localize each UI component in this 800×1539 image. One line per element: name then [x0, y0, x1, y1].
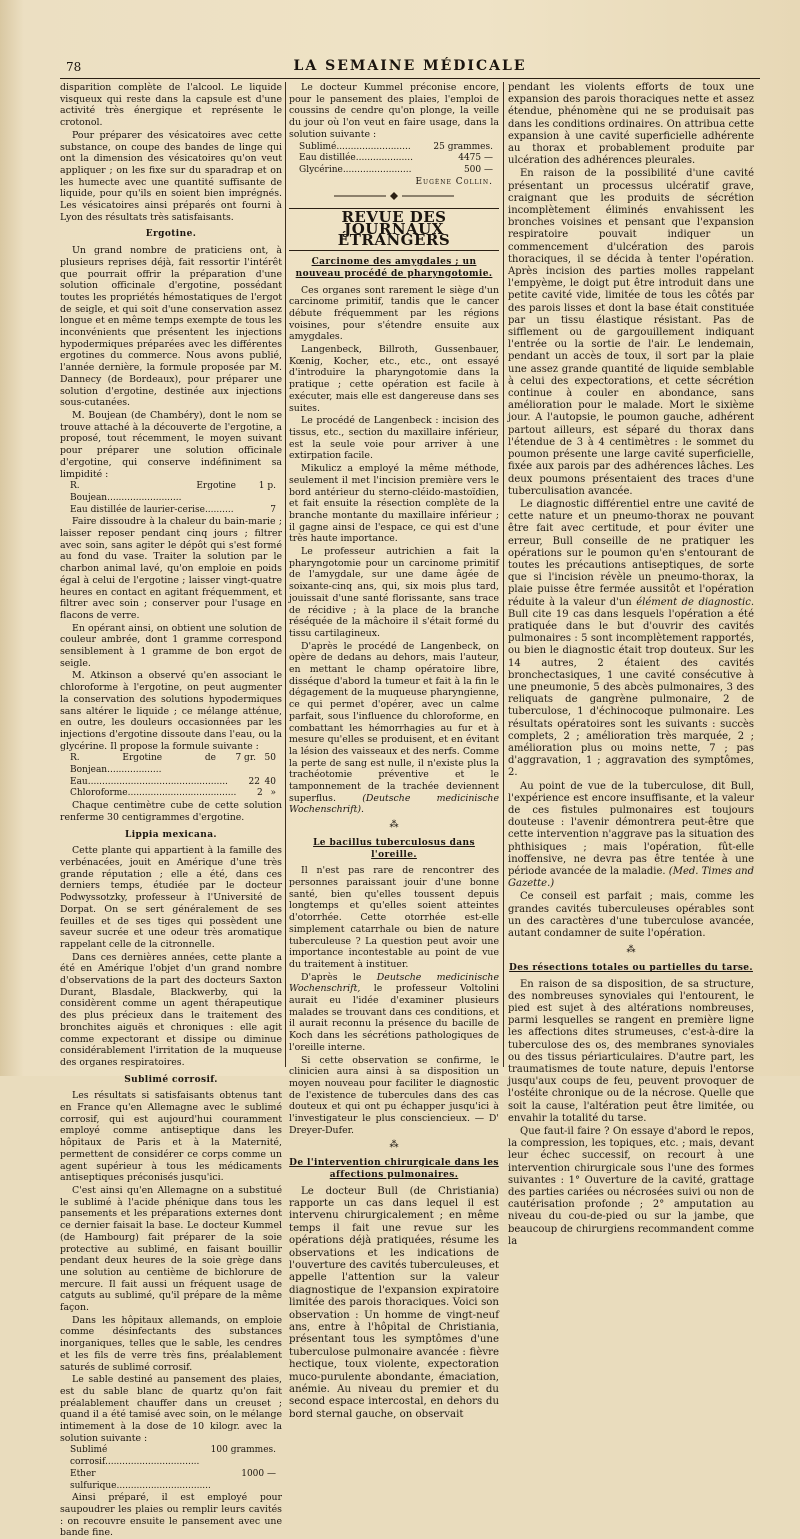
paragraph: C'est ainsi qu'en Allemagne on a substitué le sublimé à l'acide phénique dans tous les pansements et les préparations externes dont ce dernier faisait la base. Le docteur Kummel (de Hambourg) fait préparer de la soie protective au sublimé, en faisant bouillir pendant deux heures de la soie grège dans une solution au centième de bichlorure de mercure. Il fait aussi un fréquent usage de catguts au sublimé, qu'il prépare de la même façon.	[60, 1184, 282, 1314]
ornament-rule-icon	[334, 192, 454, 200]
formula-line: Sublimé.......................... 25 grammes.	[299, 141, 493, 152]
paragraph: Pour préparer des vésicatoires avec cette substance, on coupe des bandes de linge qui ont la dimension des vésicatoires qu'on veut appliquer ; on les fixe sur du sparadrap et on les humecte avec une quantité suffisante de liquide, pour qu'ils en soient bien imprégnés. Les vésicatoires ainsi préparés ont fourni à Lyon des résultats très satisfaisants.	[60, 129, 282, 223]
paragraph: Les résultats si satisfaisants obtenus tant en France qu'en Allemagne avec le sublimé corrosif, qui est aujourd'hui couramment employé comme antiseptique dans les hôpitaux de Paris et à la Maternité, permettent de considérer ce corps comme un agent supérieur à tous les médicaments antiseptiques préconisés jusqu'ici.	[60, 1090, 282, 1184]
article-heading-bacillus: Le bacillus tuberculosus dans l'oreille.	[313, 837, 475, 860]
asterism-icon: ⁂	[626, 945, 636, 956]
header-rule	[60, 78, 760, 79]
formula-line: Eau distillée.................... 4475 —	[299, 153, 493, 164]
column-divider-1	[285, 82, 286, 1067]
paragraph: Ainsi préparé, il est employé pour saupoudrer les plaies ou remplir leurs cavités : on recouvre ensuite le pansement avec une bande fine.	[60, 1492, 282, 1539]
paragraph: Il n'est pas rare de rencontrer des personnes paraissant jouir d'une bonne santé, bien qu'elles toussent depuis longtemps et qu'elles soient atteintes d'otorrhée. Cette otorrhée est-elle simplement catarrhale ou bien de nature tuberculeuse ? La question peut avoir une importance incontestable au point de vue du traitement à instituer.	[289, 865, 499, 970]
formula-line: Ether sulfurique................................. 1000 —	[70, 1468, 276, 1491]
paragraph: Que faut-il faire ? On essaye d'abord le repos, la compression, les topiques, etc. ; mais, devant leur échec successif, on recourt à une intervention chirurgicale sous l'une des formes suivantes : 1° Ouverture de la cavité, grattage des parties cariées ou nécrosées suivi ou non de cautérisation profonde ; 2° amputation au niveau du cou-de-pied ou sur la jambe, que beaucoup de chirurgiens recommandent comme la	[508, 1126, 754, 1247]
article-heading-resections: Des résections totales ou partielles du tarse.	[509, 963, 753, 974]
paragraph: Ce conseil est parfait ; mais, comme les grandes cavités tuberculeuses opérables sont un des caractères d'une tuberculose avancée, autant condamner de suite l'opération.	[508, 891, 754, 940]
paragraph: En opérant ainsi, on obtient une solution de couleur ambrée, dont 1 gramme correspond sensiblement à 1 gramme de bon ergot de seigle.	[60, 622, 282, 669]
paragraph: Faire dissoudre à la chaleur du bain-marie ; laisser reposer pendant cinq jours ; filtrer avec soin, sans agiter le dépôt qui s'est formé au fond du vase. Traiter la solution par le charbon animal lavé, qu'on emploie en poids égal à celui de l'ergotine ; laisser vingt-quatre heures en contact en agitant fréquemment, et filtrer avec soin ; conserver pour l'usage en flacons de verre.	[60, 516, 282, 621]
column-divider-2	[503, 82, 504, 1067]
formula-line: Eau................................................. 22 40	[70, 776, 276, 787]
paragraph: En raison de sa disposition, de sa structure, des nombreuses synoviales qui l'entourent, le pied est sujet à des altérations nombreuses, parmi lesquelles se rangent en première ligne les affections dites strumeuses, c'est-à-dire la tuberculose des os, des membranes synoviales ou des tissus périarticulaires. D'autre part, les traumatismes de toute nature, depuis l'entorse jusqu'aux coups de feu, peuvent provoquer de l'ostéite chronique ou de la nécrose. Quelle que soit la cause, l'altération peut être limitée, ou envahir la totalité du tarse.	[508, 978, 754, 1124]
formula-line: R. Ergotine Boujean.......................... 1 p.	[70, 481, 276, 503]
paragraph: Si cette observation se confirme, le clinicien aura ainsi à sa disposition un moyen nouveau pour faciliter le diagnostic de l'existence de tubercules dans des cas douteux et qui ont pu échapper jusqu'ici à l'investigateur le plus consciencieux. — D' Dreyer-Dufer.	[289, 1054, 499, 1136]
paragraph: Le sable destiné au pansement des plaies, est du sable blanc de quartz qu'on fait préalablement chauffer dans un creuset ; quand il a été tamisé avec soin, on le mélange intimement à la dose de 10 kilogr. avec la solution suivante :	[60, 1374, 282, 1444]
page-header	[60, 58, 760, 80]
source-citation: (Med. Times and Gazette.)	[508, 866, 755, 890]
formula-line: Glycérine........................ 500 —	[299, 164, 493, 175]
paragraph: Ces organes sont rarement le siège d'un carcinome primitif, tandis que le cancer débute fréquemment par les régions voisines, pour s'étendre ensuite aux amygdales.	[289, 284, 499, 343]
section-heading-sublime: Sublimé corrosif.	[124, 1074, 218, 1085]
source-citation: Deutsche medicinische Wochenschrift,	[289, 971, 499, 995]
article-heading-intervention: De l'intervention chirurgicale dans les affections pulmonaires.	[289, 1158, 499, 1180]
formula-line: R. Ergotine de Bonjean................... 7 gr. 50	[70, 753, 276, 776]
paragraph: Un grand nombre de praticiens ont, à plusieurs reprises déjà, fait ressortir l'intérêt que pourrait offrir la préparation d'une solution officinale d'ergotine, possédant toutes les propriétés hémostatiques de l'ergot de seigle, et qui soit d'une conservation assez longue et en même temps exempte de tous les inconvénients que présentent les injections hypodermiques préparées avec les différentes ergotines du commerce. Nous avons publié, l'année dernière, la formule proposée par M. Dannecy (de Bordeaux), pour préparer une solution d'ergotine, destinée aux injections sous-cutanées.	[60, 245, 282, 409]
paragraph: M. Atkinson a observé qu'en associant le chloroforme à l'ergotine, on peut augmenter la conservation des solutions hypodermiques sans altérer le liquide ; ce mélange atténue, en outre, les douleurs occasionnées par les injections d'ergotine dissoute dans l'eau, ou la glycérine. Il propose la formule suivante :	[60, 670, 282, 752]
paragraph: Au point de vue de la tuberculose, dit Bull, l'expérience est encore insuffisante, et la valeur de ces fistules pulmonaires est toujours douteuse : l'avenir démontrera peut-être que cette intervention n'aggrave pas la situation des phthisiques ; mais l'opération, fût-elle inoffensive, ne devra pas être tentée à une période avancée de la maladie. (Med. Times and Gazette.)	[508, 780, 755, 890]
paragraph: disparition complète de l'alcool. Le liquide visqueux qui reste dans la capsule est d'une activité très énergique et représente le crotonol.	[60, 82, 282, 129]
paragraph: Langenbeck, Billroth, Gussenbauer, Kœnig, Kocher, etc., etc., ont essayé d'introduire la pharyngotomie dans la pratique ; cette opération est facile à exécuter, mais elle est dangereuse dans ses suites.	[289, 344, 499, 414]
paragraph: pendant les violents efforts de toux une expansion des parois thoraciques nette et assez étendue, phénomène qui ne se produisait pas dans les conditions ordinaires. On attribua cette expansion à une cavité superficielle adhérente au thorax et probablement produite par ulcération des adhérences pleurales.	[508, 82, 754, 167]
paragraph: Le docteur Kummel préconise encore, pour le pansement des plaies, l'emploi de coussins de cendre qu'on plonge, la veille du jour où l'on veut en faire usage, dans la solution suivante :	[289, 82, 499, 140]
formula-line: Sublimé corrosif................................. 100 grammes.	[70, 1445, 276, 1468]
running-title: LA SEMAINE MÉDICALE	[293, 58, 527, 74]
section-title: REVUE DES JOURNAUX ÉTRANGERS	[289, 208, 499, 251]
paragraph: D'après le procédé de Langenbeck, on opère de dedans au dehors, mais l'auteur, en mettant le champ opératoire libre, disséque d'abord la tumeur et fait à la fin le dégagement de la muqueuse pharyngienne, ce qui permet d'opérer, avec un calme parfait, sous l'influence du chloroforme, en combattant les hémorrhagies au fur et à mesure qu'elles se produisent, et en évitant la lésion des vaisseaux et des nerfs. Comme la perte de sang est nulle, il n'existe plus la trachéotomie préventive et le tamponnement de la trachée deviennent superflus. (Deutsche medicinische Wochenschrift).	[289, 640, 500, 816]
paragraph: Dans ces dernières années, cette plante a été en Amérique l'objet d'un grand nombre d'observations de la part des docteurs Saxton Durant, Blasdale, Blackwerby, qui la considèrent comme un agent thérapeutique des plus précieux dans le traitement des bronchites aiguës et chroniques : elle agit comme expectorant et dissipe ou diminue considérablement l'irritation de la muqueuse des organes respiratoires.	[60, 951, 282, 1068]
paragraph: Le docteur Bull (de Christiania) rapporte un cas dans lequel il est intervenu chirurgicalement ; en même temps il fait une revue sur les opérations déjà pratiquées, résume les observations et les indications de l'ouverture des cavités tuberculeuses, et appelle l'attention sur la valeur diagnostique de l'expansion expiratoire limitée des parois thoraciques. Voici son observation : Un homme de vingt-neuf ans, entre à l'hôpital de Christiania, présentant tous les symptômes d'une tuberculose pulmonaire avancée : fièvre hectique, toux violente, expectoration muco-purulente abondante, émaciation, anémie. Au niveau du premier et du second espace intercostal, en dehors du bord sternal gauche, on observait	[289, 1185, 499, 1420]
column-3	[508, 82, 755, 1247]
paragraph: Chaque centimètre cube de cette solution renferme 30 centigrammes d'ergotine.	[60, 800, 282, 823]
paragraph: Mikulicz a employé la même méthode, seulement il met l'incision première vers le bord antérieur du sterno-cléido-mastoïdien, et fait ensuite la résection complète de la branche montante du maxillaire inférieur ; il gagne ainsi de l'espace, ce qui est d'une très haute importance.	[289, 463, 499, 545]
column-1	[60, 82, 282, 1539]
paragraph: D'après le Deutsche medicinische Wochenschrift, le professeur Voltolini aurait eu l'idée d'examiner plusieurs malades se trouvant dans ces conditions, et il aurait reconnu la présence du bacille de Koch dans les sécrétions pathologiques de l'oreille interne.	[289, 971, 499, 1053]
source-citation: (Deutsche medicinische Wochenschrift).	[289, 792, 500, 816]
section-heading-ergotine: Ergotine.	[145, 229, 197, 240]
paragraph: Cette plante qui appartient à la famille des verbénacées, jouit en Amérique d'une très grande réputation ; elle a été, dans ces derniers temps, étudiée par le docteur Podwyssotzky, professeur à l'Université de Dorpat. On se sert généralement de ses feuilles et de ses tiges qui possèdent une saveur sucrée et une odeur très aromatique rappelant celle de la citronnelle.	[60, 845, 282, 950]
paragraph: Dans les hôpitaux allemands, on emploie comme désinfectants des substances inorganiques, telles que le sable, les cendres et les fils de verre très fins, préalablement saturés de sublimé corrosif.	[60, 1314, 282, 1373]
article-heading-carcinome: Carcinome des amygdales ; un nouveau procédé de pharyngotomie.	[295, 257, 493, 279]
author-signature: Eugène Collin.	[415, 176, 493, 187]
paragraph: M. Boujean (de Chambéry), dont le nom se trouve attaché à la découverte de l'ergotine, a proposé, tout récemment, le moyen suivant pour préparer une solution officinale d'ergotine, qui conserve indéfiniment sa limpidité :	[60, 409, 282, 480]
section-heading-lippia: Lippia mexicana.	[125, 829, 217, 840]
formula-line: Eau distillée de laurier-cerise.......... 7	[70, 504, 276, 515]
asterism-icon: ⁂	[389, 820, 399, 831]
page-number: 78	[66, 60, 82, 74]
paragraph: Le procédé de Langenbeck : incision des tissus, etc., section du maxillaire inférieur, est la seule voie pour arriver à une extirpation facile.	[289, 415, 499, 462]
column-2	[289, 82, 500, 1420]
section-ornament	[289, 190, 499, 202]
paragraph: En raison de la possibilité d'une cavité présentant un processus ulcératif grave, craignant que les produits de sécrétion incomplètement éliminés envahissent les bronches voisines et pensant que l'expansion respiratoire pouvait indiquer un commencement d'ulcération des parois thoraciques, il se décida à tenter l'opération. Après incision des parties molles rappelant l'empyème, le doigt put être introduit dans une petite cavité vide, limitée de tous les côtés par des parois lisses et dont la base était constituée par un tissu élastique résistant. Pas de sifflement ou de gargouillement indiquant l'entrée ou la sortie de l'air. Le lendemain, pendant un accès de toux, il sort par la plaie une assez grande quantité de liquide semblable à celui des expectorations, et cette sécrétion continue à couler en abondance, sans amélioration pour le malade. Mort le sixième jour. A l'autopsie, le poumon gauche, adhérent partout ailleurs, est séparé du thorax dans l'étendue de 3 à 4 centimètres : le sommet du poumon présente une large cavité superficielle, fixée aux parois par des adhérences lâches. Les deux poumons présentaient des traces d'une tuberculisation avancée.	[508, 168, 754, 497]
paragraph: Le professeur autrichien a fait la pharyngotomie pour un carcinome primitif de l'amygdale, sur une dame âgée de soixante-cinq ans, qui, six mois plus tard, jouissait d'une santé florissante, sans trace de récidive ; à la place de la branche réséquée de la mâchoire il s'était formé du tissu cartilagineux.	[289, 546, 499, 639]
asterism-icon: ⁂	[389, 1140, 399, 1151]
formula-line: Chloroforme...................................... 2 »	[70, 788, 276, 799]
paragraph: Le diagnostic différentiel entre une cavité de cette nature et un pneumo-thorax ne pouvant être fait avec certitude, et pour éviter une erreur, Bull conseille de ne pratiquer les opérations sur le poumon qu'en s'entourant de toutes les précautions antiseptiques, de sorte que si l'incision révèle un pneumo-thorax, la plaie puisse être fermée aussitôt et l'opération réduite à la valeur d'un élément de diagnostic. Bull cite 19 cas dans lesquels l'opération a été pratiquée dans le but d'ouvrir des cavités pulmonaires : 5 sont incomplètement rapportés, ou bien le diagnostic était trop douteux. Sur les 14 autres, 2 étaient des cavités bronchectasiques, 1 une cavité consécutive à une pneumonie, 5 des abcès pulmonaires, 3 des reliquats de gangrène pulmonaire, 2 de tuberculose, 1 d'échinocoque pulmonaire. Les résultats opératoires sont les suivants : succès complets, 2 ; amélioration très marquée, 2 ; amélioration plus ou moins nette, 7 ; pas d'aggravation, 1 ; aggravation des symptômes, 2.	[508, 498, 755, 779]
